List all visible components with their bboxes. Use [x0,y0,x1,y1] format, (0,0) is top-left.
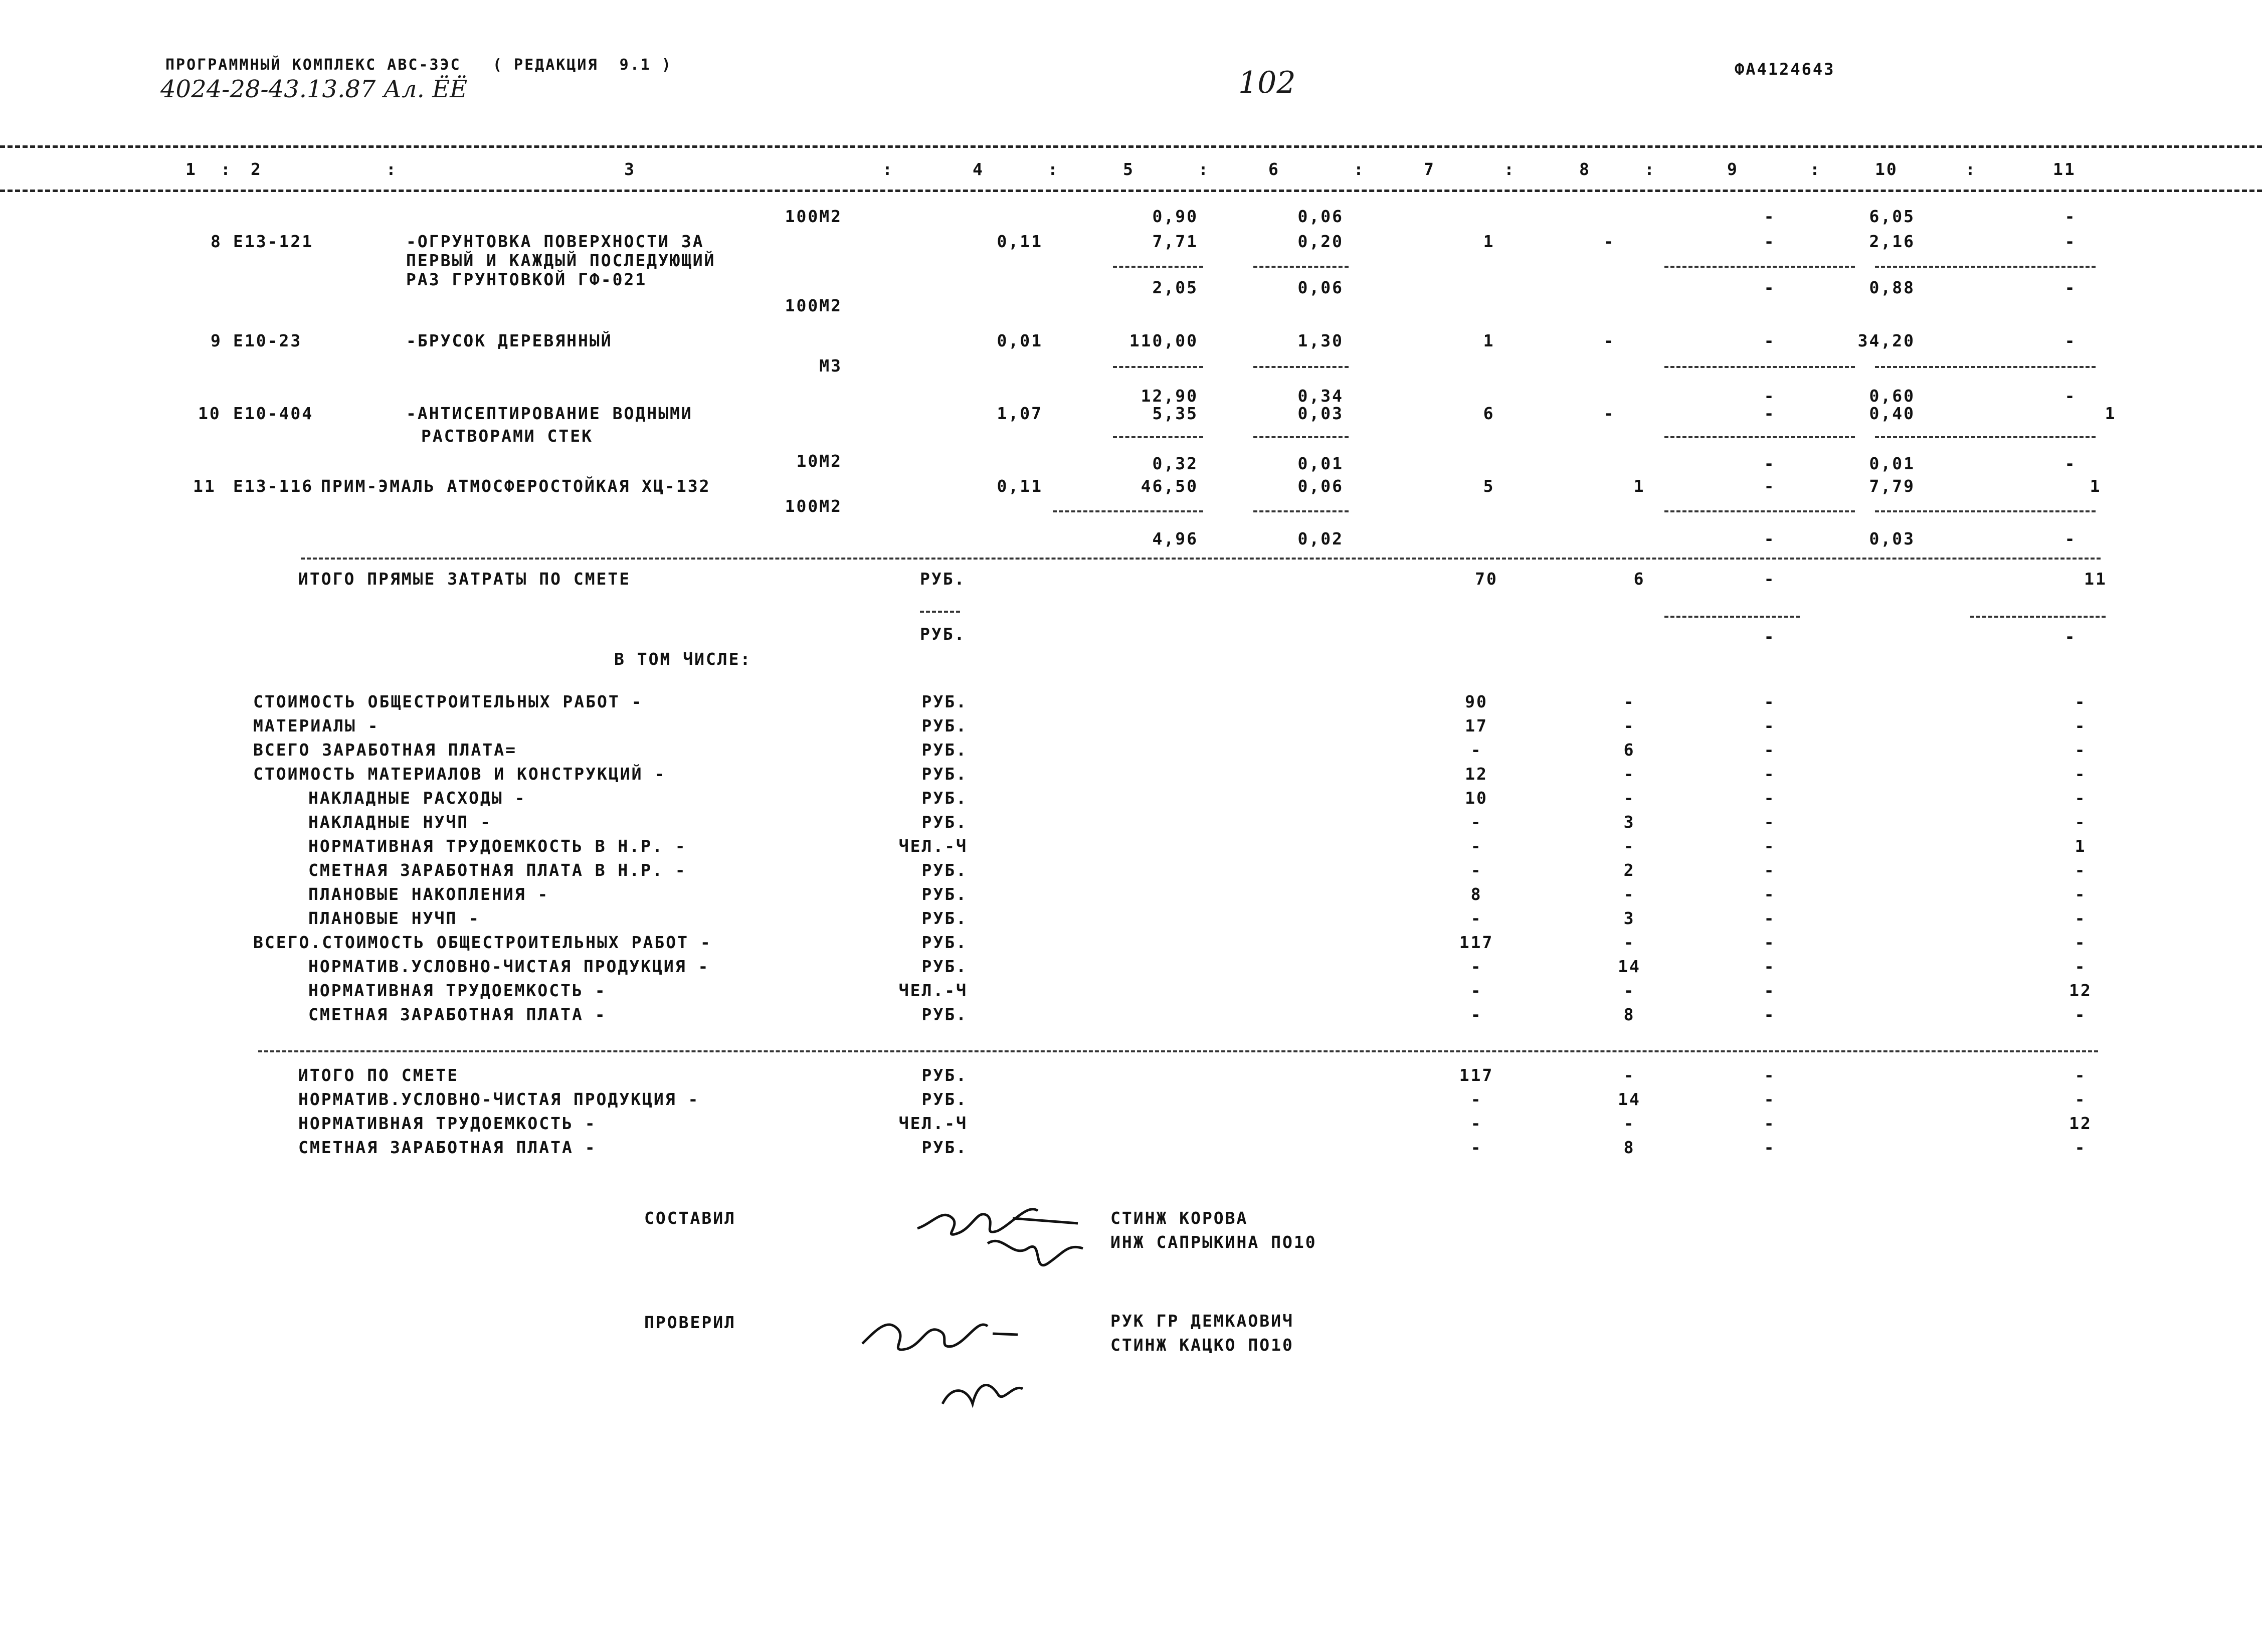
table-cell: - [1623,1114,1635,1133]
table-cell: 110,00 [1129,331,1198,350]
row-description: РАСТВОРАМИ СТЕК [421,426,594,446]
table-cell: - [1764,836,1776,856]
table-cell: 0,06 [1297,207,1344,226]
table-cell: - [1470,860,1482,880]
table-cell: 2,05 [1152,278,1198,297]
table-cell: - [1764,957,1776,976]
breakdown-label: ВСЕГО.СТОИМОСТЬ ОБЩЕСТРОИТЕЛЬНЫХ РАБОТ - [253,933,712,952]
table-cell: 0,01 [1869,454,1915,473]
row-description: -АНТИСЕПТИРОВАНИЕ ВОДНЫМИ [406,404,693,423]
breakdown-label: НОРМАТИВНАЯ ТРУДОЕМКОСТЬ В Н.Р. - [308,836,687,856]
breakdown-unit: РУБ. [921,692,968,711]
subtotal-rule [1253,266,1349,268]
table-cell: - [1623,788,1635,808]
table-cell: 34,20 [1857,331,1915,350]
table-cell: - [1623,764,1635,784]
column-header: 10 [1875,159,1898,179]
column-separator: : [882,159,894,179]
subtotal-rule [1253,436,1349,438]
row-number: 9 [211,331,222,350]
table-cell: 6 [1623,740,1635,760]
table-cell: - [1764,716,1776,736]
table-cell: 1 [2090,476,2102,496]
page-number: 102 [1238,65,1296,100]
totals-unit: РУБ. [921,1065,968,1085]
section-rule [258,1050,2098,1052]
column-header: 1 [185,159,197,179]
table-cell: - [1764,692,1776,711]
row-code: Е10-23 [233,331,302,350]
table-cell: 6 [1633,569,1645,589]
breakdown-unit: РУБ. [921,764,968,784]
subtotal-rule [1664,616,1800,618]
column-separator: : [1810,159,1821,179]
column-header: 8 [1579,159,1591,179]
breakdown-label: НАКЛАДНЫЕ РАСХОДЫ - [308,788,526,808]
table-cell: 0,60 [1869,386,1915,406]
table-cell: - [2075,812,2087,832]
table-cell: - [2075,908,2087,928]
header-bottom-rule [0,190,2262,192]
table-cell: - [2075,716,2087,736]
table-cell: - [2064,529,2077,548]
row-unit: 10М2 [796,451,842,471]
table-cell: 6 [1483,404,1495,423]
table-cell: - [1764,933,1776,952]
subtotal-rule [1875,436,2096,438]
row-unit: 100М2 [785,296,842,315]
table-cell: 12 [2069,981,2092,1000]
subtotal-rule [1053,510,1203,512]
subtotal-rule [1875,266,2096,268]
table-cell: - [2075,1089,2087,1109]
document-code: ФА4124643 [1735,60,1835,79]
header-top-rule [0,145,2262,148]
breakdown-label: СМЕТНАЯ ЗАРАБОТНАЯ ПЛАТА - [308,1005,607,1024]
table-cell: - [1764,1065,1776,1085]
breakdown-unit: РУБ. [921,788,968,808]
table-cell: 0,03 [1297,404,1344,423]
table-cell: - [2075,788,2087,808]
table-cell: 10 [1465,788,1488,808]
subtotal-rule [1875,510,2096,512]
table-cell: 2,16 [1869,232,1915,251]
table-cell: - [2075,1065,2087,1085]
column-header: 3 [624,159,636,179]
table-cell: - [1470,1089,1482,1109]
checked-label: ПРОВЕРИЛ [644,1313,736,1332]
table-cell: 17 [1465,716,1488,736]
table-cell: 1,30 [1297,331,1344,350]
row-code: Е13-116 [233,476,314,496]
table-cell: 7,71 [1152,232,1198,251]
table-cell: - [1764,569,1776,589]
table-cell: 8 [1470,884,1482,904]
table-cell: - [1470,1114,1482,1133]
table-cell: - [1764,1138,1776,1157]
breakdown-label: НОРМАТИВНАЯ ТРУДОЕМКОСТЬ - [308,981,607,1000]
row-number: 11 [193,476,216,496]
subtotal-rule [1664,436,1855,438]
table-cell: - [2075,1005,2087,1024]
table-cell: 0,40 [1869,404,1915,423]
table-cell: - [1764,627,1776,646]
direct-costs-unit: РУБ. [920,569,966,589]
table-cell: - [1603,232,1615,251]
handwritten-signature-checker [852,1289,1063,1419]
table-cell: 90 [1465,692,1488,711]
totals-unit: РУБ. [921,1138,968,1157]
column-separator: : [386,159,398,179]
column-header: 11 [2053,159,2076,179]
table-cell: - [1764,764,1776,784]
row-description: -ОГРУНТОВКА ПОВЕРХНОСТИ ЗА [406,232,704,251]
breakdown-unit: РУБ. [921,812,968,832]
table-cell: - [1470,1005,1482,1024]
table-cell: - [1764,404,1776,423]
table-cell: 46,50 [1141,476,1198,496]
program-title: ПРОГРАММНЫЙ КОМПЛЕКС АВС-ЗЭС ( РЕДАКЦИЯ 9.1 ) [165,56,672,74]
table-cell: 1 [1633,476,1645,496]
table-cell: 8 [1623,1138,1635,1157]
table-cell: - [1470,812,1482,832]
table-cell: - [2075,740,2087,760]
table-cell: - [1470,908,1482,928]
breakdown-unit: РУБ. [921,933,968,952]
column-separator: : [1965,159,1977,179]
table-cell: 0,20 [1297,232,1344,251]
table-cell: 6,05 [1869,207,1915,226]
table-cell: - [1764,386,1776,406]
row-unit: М3 [819,356,842,376]
table-cell: - [1764,740,1776,760]
breakdown-unit: РУБ. [921,860,968,880]
table-cell: - [1470,740,1482,760]
table-cell: - [2064,207,2077,226]
table-cell: - [2075,860,2087,880]
including-heading: В ТОМ ЧИСЛЕ: [614,649,752,669]
table-cell: - [2064,232,2077,251]
table-cell: - [1764,908,1776,928]
table-cell: 117 [1459,1065,1494,1085]
column-header: 6 [1268,159,1280,179]
breakdown-unit: РУБ. [921,884,968,904]
table-cell: - [1764,860,1776,880]
breakdown-unit: РУБ. [921,1005,968,1024]
column-header: 5 [1123,159,1135,179]
handwritten-reference: 4024-28-43.13.87 Ал. ЁЁ [160,75,468,103]
table-cell: 100М2 [785,207,842,226]
table-cell: - [1623,1065,1635,1085]
table-cell: - [2075,764,2087,784]
table-cell: 1 [1483,232,1495,251]
table-cell: - [2075,933,2087,952]
table-cell: 0,90 [1152,207,1198,226]
table-cell: - [1470,957,1482,976]
table-cell: 12 [2069,1114,2092,1133]
table-cell: 7,79 [1869,476,1915,496]
table-cell: - [1603,404,1615,423]
column-separator: : [1048,159,1059,179]
table-cell: - [1623,836,1635,856]
row-quantity: 0,11 [997,232,1043,251]
breakdown-label: ПЛАНОВЫЕ НАКОПЛЕНИЯ - [308,884,549,904]
subtotal-rule [1253,510,1349,512]
column-separator: : [221,159,232,179]
checked-name: СТИНЖ КАЦКО ПО10 [1110,1335,1294,1355]
subtotal-rule [1113,366,1203,368]
table-cell: 0,32 [1152,454,1198,473]
table-cell: 1 [2105,404,2117,423]
totals-label: НОРМАТИВ.УСЛОВНО-ЧИСТАЯ ПРОДУКЦИЯ - [298,1089,700,1109]
row-number: 10 [198,404,221,423]
table-cell: - [1764,1005,1776,1024]
breakdown-label: ВСЕГО ЗАРАБОТНАЯ ПЛАТА= [253,740,517,760]
table-cell: - [2075,1138,2087,1157]
breakdown-label: ПЛАНОВЫЕ НУЧП - [308,908,481,928]
row-code: Е13-121 [233,232,314,251]
table-cell: - [1764,454,1776,473]
row-unit: 100М2 [785,496,842,516]
direct-costs-label: ИТОГО ПРЯМЫЕ ЗАТРАТЫ ПО СМЕТЕ [298,569,631,589]
table-cell: - [1764,884,1776,904]
table-cell: 3 [1623,812,1635,832]
table-cell: - [2064,627,2077,646]
table-cell: - [1764,331,1776,350]
totals-label: ИТОГО ПО СМЕТЕ [298,1065,459,1085]
table-cell: 14 [1618,957,1641,976]
table-cell: - [1764,476,1776,496]
table-cell: 1 [2075,836,2087,856]
table-cell: - [1623,933,1635,952]
row-number: 8 [211,232,222,251]
row-description: ПЕРВЫЙ И КАЖДЫЙ ПОСЛЕДУЮЩИЙ [406,251,716,270]
table-cell: 0,06 [1297,278,1344,297]
table-cell: - [1764,207,1776,226]
breakdown-label: СМЕТНАЯ ЗАРАБОТНАЯ ПЛАТА В Н.Р. - [308,860,687,880]
handwritten-signature-compiler [912,1188,1103,1283]
subtotal-rule [1875,366,2096,368]
direct-costs-unit-secondary: РУБ. [920,624,966,644]
table-cell: 12,90 [1141,386,1198,406]
table-cell: - [2064,331,2077,350]
table-cell: 11 [2084,569,2107,589]
table-cell: - [2064,454,2077,473]
breakdown-label: НАКЛАДНЫЕ НУЧП - [308,812,492,832]
table-cell: - [1764,232,1776,251]
table-cell: 117 [1459,933,1494,952]
breakdown-unit: РУБ. [921,740,968,760]
table-cell: - [2075,957,2087,976]
table-cell: - [1764,788,1776,808]
breakdown-label: СТОИМОСТЬ ОБЩЕСТРОИТЕЛЬНЫХ РАБОТ - [253,692,643,711]
table-cell: 4,96 [1152,529,1198,548]
table-cell: 70 [1475,569,1498,589]
breakdown-unit: РУБ. [921,716,968,736]
table-cell: - [1764,1114,1776,1133]
column-separator: : [1354,159,1365,179]
row-quantity: 0,01 [997,331,1043,350]
column-header: 9 [1727,159,1739,179]
breakdown-unit: ЧЕЛ.-Ч [898,836,968,856]
column-header: 4 [973,159,984,179]
table-cell: - [1764,812,1776,832]
row-description: -БРУСОК ДЕРЕВЯННЫЙ [406,331,613,350]
row-description: РАЗ ГРУНТОВКОЙ ГФ-021 [406,270,647,289]
column-separator: : [1644,159,1656,179]
table-cell: 0,88 [1869,278,1915,297]
breakdown-label: СТОИМОСТЬ МАТЕРИАЛОВ И КОНСТРУКЦИЙ - [253,764,666,784]
table-cell: 5 [1483,476,1495,496]
column-header: 7 [1424,159,1435,179]
checked-name: РУК ГР ДЕМКАОВИЧ [1110,1311,1294,1331]
table-cell: 2 [1623,860,1635,880]
table-cell: - [1623,981,1635,1000]
subtotal-rule [1664,366,1855,368]
totals-label: СМЕТНАЯ ЗАРАБОТНАЯ ПЛАТА - [298,1138,597,1157]
table-cell: - [1764,1089,1776,1109]
table-cell: - [1623,716,1635,736]
table-cell: - [2075,884,2087,904]
row-quantity: 0,11 [997,476,1043,496]
subtotal-rule [1253,366,1349,368]
table-cell: 12 [1465,764,1488,784]
table-cell: - [1470,1138,1482,1157]
section-rule [301,558,2101,560]
subtotal-rule [1664,266,1855,268]
table-cell: - [1623,884,1635,904]
table-cell: - [1470,981,1482,1000]
table-cell: 0,02 [1297,529,1344,548]
breakdown-label: МАТЕРИАЛЫ - [253,716,380,736]
table-cell: - [1764,529,1776,548]
table-cell: - [2064,386,2077,406]
subtotal-rule [1970,616,2106,618]
subtotal-rule [1664,510,1855,512]
table-cell: - [1623,692,1635,711]
breakdown-unit: ЧЕЛ.-Ч [898,981,968,1000]
table-cell: 8 [1623,1005,1635,1024]
row-description: ПРИМ-ЭМАЛЬ АТМОСФЕРОСТОЙКАЯ ХЦ-132 [321,476,711,496]
table-cell: 0,01 [1297,454,1344,473]
compiled-name: ИНЖ САПРЫКИНА ПО10 [1110,1232,1317,1252]
column-separator: : [1504,159,1516,179]
compiled-name: СТИНЖ КОРОВА [1110,1208,1248,1228]
totals-label: НОРМАТИВНАЯ ТРУДОЕМКОСТЬ - [298,1114,597,1133]
subtotal-rule [1113,266,1203,268]
column-header: 2 [251,159,262,179]
table-cell: 3 [1623,908,1635,928]
totals-unit: ЧЕЛ.-Ч [898,1114,968,1133]
table-cell: - [1764,278,1776,297]
row-code: Е10-404 [233,404,314,423]
column-separator: : [1198,159,1210,179]
subtotal-rule [920,611,960,613]
table-cell: 0,06 [1297,476,1344,496]
table-cell: 1 [1483,331,1495,350]
row-quantity: 1,07 [997,404,1043,423]
table-cell: - [1603,331,1615,350]
table-cell: 5,35 [1152,404,1198,423]
breakdown-label: НОРМАТИВ.УСЛОВНО-ЧИСТАЯ ПРОДУКЦИЯ - [308,957,710,976]
breakdown-unit: РУБ. [921,908,968,928]
totals-unit: РУБ. [921,1089,968,1109]
compiled-label: СОСТАВИЛ [644,1208,736,1228]
table-cell: 0,03 [1869,529,1915,548]
table-cell: - [2064,278,2077,297]
table-cell: - [1764,981,1776,1000]
table-cell: 14 [1618,1089,1641,1109]
breakdown-unit: РУБ. [921,957,968,976]
table-cell: - [2075,692,2087,711]
subtotal-rule [1113,436,1203,438]
table-cell: - [1470,836,1482,856]
table-cell: 0,34 [1297,386,1344,406]
